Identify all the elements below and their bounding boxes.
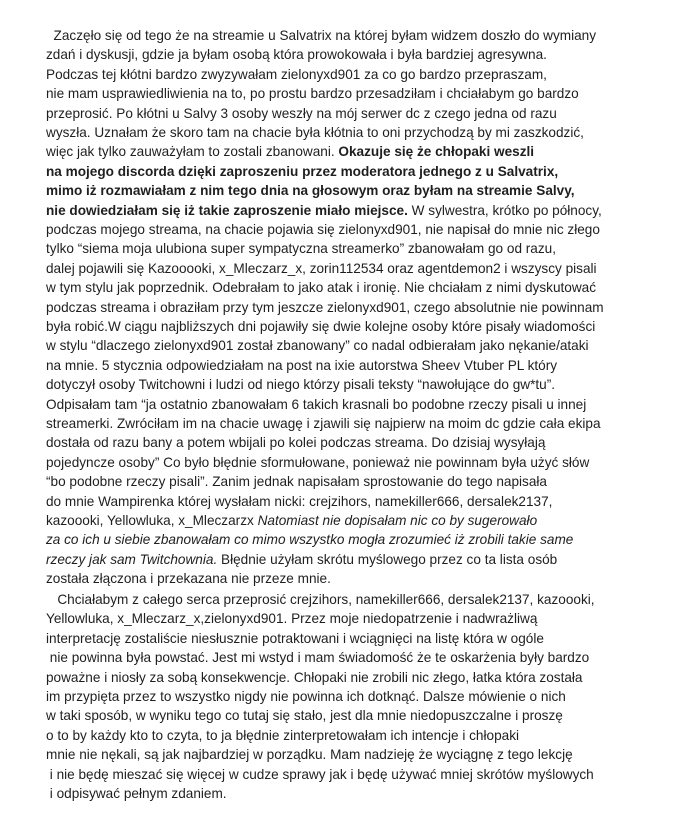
- italic-text: Natomiast nie dopisałam nic co by sugerowało: [257, 513, 538, 528]
- text-segment: nie mam usprawiedliwienia na to, po prostu bardzo przesadziłam i chciałabym go bardzo: [46, 86, 579, 102]
- italic-text: za co ich u siebie zbanowałam co mimo wszystko mogła zrozumieć iż zrobili takie same: [46, 532, 574, 548]
- italic-text: rzeczy jak sam Twitchownia.: [46, 551, 218, 567]
- text-segment: więc jak tylko zauważyłam to zostali zbanowani.: [46, 144, 339, 160]
- text-segment: została złączona i przekazana nie przeze mnie.: [46, 571, 331, 587]
- text-segment: poważne i niosły za sobą konsekwencje. Chłopaki nie zrobili nic złego, łatka która została: [46, 669, 583, 685]
- text-segment: dostała od razu bany a potem wbijali po kolei podczas streama. Do dzisiaj wysyłają: [46, 435, 546, 451]
- text-segment: nie powinna była powstać. Jest mi wstyd i mam świadomość że te oskarżenia były bardzo: [46, 650, 590, 666]
- text-segment: w tym stylu jak poprzednik. Odebrałam to jako atak i ironię. Nie chciałam z nimi dyskutować: [46, 280, 597, 296]
- text-line: [46, 181, 575, 200]
- text-segment: o to by każdy kto to czyta, to ja błędnie zinterpretowałam ich intencje i chłopaki: [46, 727, 520, 743]
- text-segment: w taki sposób, w wyniku tego co tutaj się stało, jest dla mnie niedopuszczalne i proszę: [46, 708, 563, 724]
- text-line: [46, 590, 595, 609]
- bold-text: Okazuje się że chłopaki weszli: [338, 144, 535, 160]
- text-segment: Yellowluka, x_Mleczarz_x,zielonyxd901. Przez moje niedopatrzenie i nadwrażliwą: [46, 611, 538, 627]
- text-line: [46, 395, 586, 414]
- text-segment: do mnie Wampirenka której wysłałam nicki: crejzihors, namekiller666, dersalek2137,: [46, 493, 553, 509]
- text-line: [46, 414, 601, 433]
- text-segment: w stylu “dlaczego zielonyxd901 został zbanowany” co nadal odbierałam jako nękanie/ataki: [46, 338, 589, 354]
- text-line: [46, 433, 545, 452]
- text-line: [46, 162, 558, 181]
- text-line: [46, 375, 555, 394]
- text-segment: “bo podobne rzeczy pisali”. Zanim jednak napisałam sprostowanie do tego napisała: [46, 474, 547, 490]
- text-segment: im przypięta przez to wszystko nigdy nie powinna ich dotknąć. Dalsze mówienie o nich: [46, 689, 566, 704]
- text-line: [46, 492, 552, 511]
- text-line: [46, 26, 596, 45]
- text-segment: wyszła. Uznałam że skoro tam na chacie była kłótnia to oni przychodzą by mi zaszkodzić,: [46, 125, 584, 140]
- text-line: [46, 745, 573, 764]
- text-line: [46, 259, 597, 278]
- text-line: [46, 65, 547, 84]
- text-line: [46, 765, 594, 784]
- text-segment: tylko “siema moja ulubiona super sympatyczna streamerko” zbanowałam go od razu,: [46, 241, 556, 257]
- text-line: [46, 123, 584, 142]
- text-segment: streamerki. Zwróciłam im na chacie uwagę i zjawili się najpierw na moim dc gdzie cała ekipa: [46, 416, 601, 431]
- text-line: [46, 336, 589, 355]
- text-line: [46, 784, 227, 803]
- text-segment: interpretację zostaliście niesłusznie potraktowani i wciągnięci na listę która w ogóle: [46, 630, 544, 646]
- text-line: [46, 298, 604, 317]
- text-line: [46, 45, 547, 64]
- text-line: [46, 317, 595, 336]
- text-line: [46, 726, 519, 745]
- text-line: [46, 201, 602, 220]
- text-line: [46, 356, 557, 375]
- text-line: [46, 668, 582, 687]
- text-line: [46, 104, 557, 123]
- text-segment: Błędnie użyłam skrótu myślowego przez co ta lista osób: [217, 551, 558, 567]
- bold-text: mimo iż rozmawiałam z nim tego dnia na głosowym oraz byłam na streamie Salvy,: [46, 183, 575, 199]
- text-segment: i odpisywać pełnym zdaniem.: [46, 786, 227, 801]
- text-line: [46, 648, 589, 667]
- text-line: [46, 472, 547, 491]
- text-segment: dalej pojawili się Kazooooki, x_Mleczarz_x, zorin112534 oraz agentdemon2 i wszyscy pisali: [46, 260, 597, 276]
- text-line: [46, 239, 556, 258]
- bold-text: nie dowiedziałam się iż takie zaproszenie miało miejsce.: [46, 202, 408, 218]
- text-segment: Chciałabym z całego serca przeprosić crejzihors, namekiller666, dersalek2137, kazoooki,: [46, 592, 595, 607]
- text-line: [46, 609, 537, 628]
- text-segment: na mnie. 5 stycznia odpowiedziałam na post na ixie autorstwa Sheev Vtuber PL który: [46, 357, 558, 373]
- text-segment: podczas streama i obraziłam przy tym jeszcze zielonyxd901, czego absolutnie nie powinnam: [46, 299, 604, 315]
- text-segment: dotyczył osoby Twitchowni i ludzi od niego którzy pisali teksty “nawołujące do gw*tu”.: [46, 377, 556, 393]
- text-segment: Podczas tej kłótni bardzo zwyzywałam zielonyxd901 za co go bardzo przepraszam,: [46, 66, 547, 82]
- text-segment: Zaczęło się od tego że na streamie u Salvatrix na której byłam widzem doszło do wymiany: [46, 28, 597, 43]
- text-segment: i nie będę mieszać się więcej w cudze sprawy jak i będę używać mniej skrótów myślowych: [46, 766, 594, 782]
- bold-text: na mojego discorda dzięki zaproszeniu przez moderatora jednego z u Salvatrix,: [46, 163, 559, 179]
- text-line: [46, 142, 534, 161]
- text-line: [46, 453, 589, 472]
- text-line: [46, 278, 596, 297]
- text-segment: podczas mojego streama, na chacie pojawia się zielonyxd901, nie napisał do mnie nic złego: [46, 222, 600, 237]
- text-segment: była robić.W ciągu najbliższych dni pojawiły się dwie kolejne osoby które pisały wiadomości: [46, 319, 596, 334]
- text-segment: pojedyncze osoby” Co było błędnie sformułowane, ponieważ nie powinnam była użyć słów: [46, 454, 590, 470]
- text-line: [46, 550, 557, 569]
- text-line: [46, 511, 537, 530]
- text-line: [46, 84, 579, 103]
- text-segment: zdań i dyskusji, gdzie ja byłam osobą która prowokowała i była bardziej agresywna.: [46, 47, 547, 63]
- text-segment: mnie nie nękali, są jak najbardziej w porządku. Mam nadzieję że wyciągnę z tego lekcję: [46, 747, 573, 763]
- text-line: [46, 569, 331, 588]
- text-segment: przeprosić. Po kłótni u Salvy 3 osoby weszły na mój serwer dc z czego jedna od razu: [46, 105, 557, 121]
- text-segment: W sylwestra, krótko po północy,: [407, 202, 602, 218]
- text-segment: kazoooki, Yellowluka, x_Mleczarzx: [46, 513, 258, 528]
- text-line: [46, 220, 600, 239]
- text-segment: Odpisałam tam “ja ostatnio zbanowałam 6 takich krasnali bo podobne rzeczy pisali u innej: [46, 396, 587, 412]
- text-line: [46, 530, 573, 549]
- text-line: [46, 629, 544, 648]
- text-line: [46, 687, 566, 706]
- text-line: [46, 706, 563, 725]
